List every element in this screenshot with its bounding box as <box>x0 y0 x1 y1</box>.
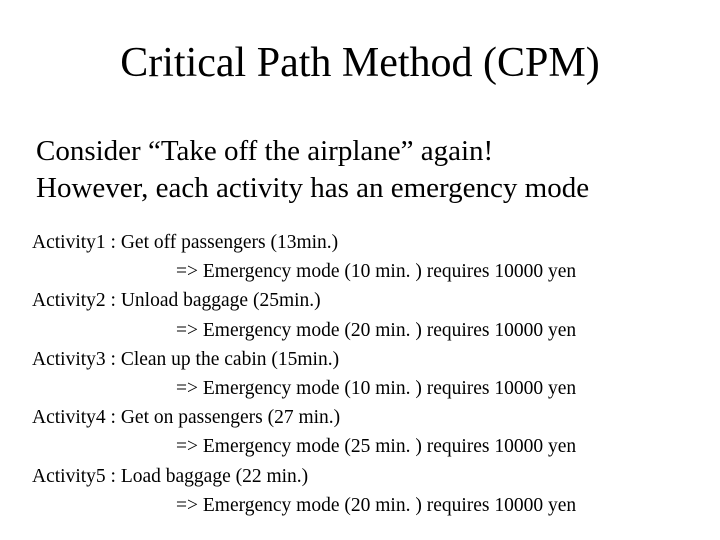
intro-line: However, each activity has an emergency mode <box>36 172 590 204</box>
activity-5-label: Activity5 : Load baggage (22 min.) <box>32 465 309 487</box>
intro-line: Consider “Take off the airplane” again! <box>36 135 494 167</box>
activity-4-emergency: => Emergency mode (25 min. ) requires 10000 yen <box>176 436 577 458</box>
activity-list <box>32 228 712 520</box>
activity-3-label: Activity3 : Clean up the cabin (15min.) <box>32 348 340 370</box>
activity-2-label: Activity2 : Unload baggage (25min.) <box>32 290 321 312</box>
activity-5-emergency: => Emergency mode (20 min. ) requires 10000 yen <box>176 494 577 516</box>
activity-1-emergency: => Emergency mode (10 min. ) requires 10000 yen <box>176 261 577 283</box>
slide-title: Critical Path Method (CPM) <box>120 40 600 86</box>
activity-1-label: Activity1 : Get off passengers (13min.) <box>32 232 339 253</box>
activity-4-label: Activity4 : Get on passengers (27 min.) <box>32 407 341 429</box>
activity-2-emergency: => Emergency mode (20 min. ) requires 10000 yen <box>176 319 577 341</box>
intro-text <box>36 133 589 207</box>
activity-3-emergency: => Emergency mode (10 min. ) requires 10000 yen <box>176 377 577 399</box>
